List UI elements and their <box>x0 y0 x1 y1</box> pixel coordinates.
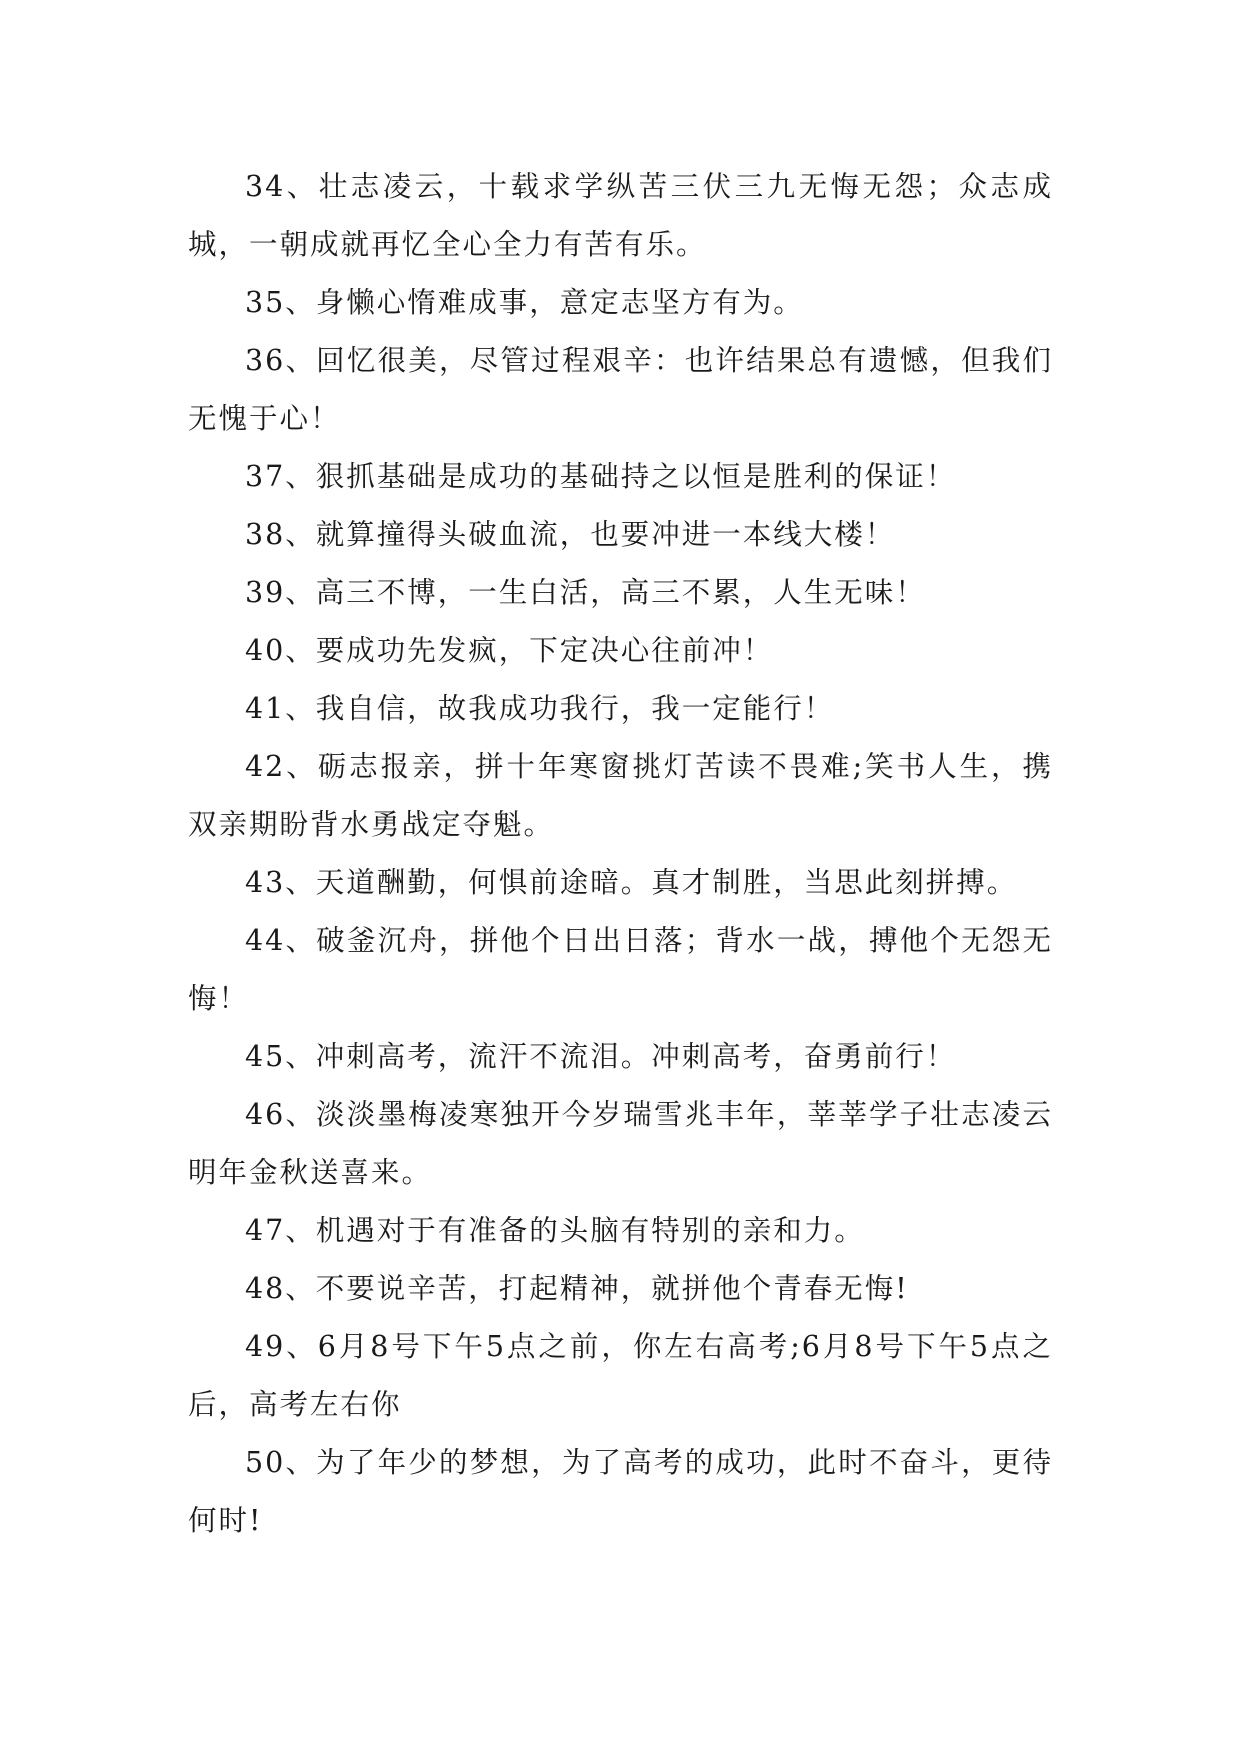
paragraph-36: 36、回忆很美，尽管过程艰辛：也许结果总有遗憾，但我们无愧于心！ <box>188 344 1053 435</box>
paragraph-44: 44、破釜沉舟，拼他个日出日落；背水一战，搏他个无怨无悔！ <box>188 924 1053 1015</box>
paragraph-43: 43、天道酬勤，何惧前途暗。真才制胜，当思此刻拼搏。 <box>245 866 1018 899</box>
paragraph-40: 40、要成功先发疯，下定决心往前冲！ <box>245 634 774 667</box>
paragraph-46: 46、淡淡墨梅凌寒独开今岁瑞雪兆丰年，莘莘学子壮志凌云明年金秋送喜来。 <box>188 1098 1053 1189</box>
paragraph-45: 45、冲刺高考，流汗不流泪。冲刺高考，奋勇前行！ <box>245 1040 957 1073</box>
paragraph-35: 35、身懒心惰难成事，意定志坚方有为。 <box>245 286 804 319</box>
paragraph-50: 50、为了年少的梦想，为了高考的成功，此时不奋斗，更待何时! <box>188 1446 1053 1537</box>
paragraph-38: 38、就算撞得头破血流，也要冲进一本线大楼！ <box>245 518 896 551</box>
paragraph-48: 48、不要说辛苦，打起精神，就拼他个青春无悔! <box>245 1272 909 1305</box>
paragraph-49: 49、6月8号下午5点之前，你左右高考;6月8号下午5点之后，高考左右你 <box>188 1330 1053 1421</box>
paragraph-42: 42、砺志报亲，拼十年寒窗挑灯苦读不畏难;笑书人生，携双亲期盼背水勇战定夺魁。 <box>188 750 1053 841</box>
paragraph-34: 34、壮志凌云，十载求学纵苦三伏三九无悔无怨；众志成城，一朝成就再忆全心全力有苦有乐。 <box>188 170 1053 261</box>
document-body <box>188 158 1053 1550</box>
paragraph-41: 41、我自信，故我成功我行，我一定能行！ <box>245 692 835 725</box>
paragraph-47: 47、机遇对于有准备的头脑有特别的亲和力。 <box>245 1214 865 1247</box>
paragraph-37: 37、狠抓基础是成功的基础持之以恒是胜利的保证！ <box>245 460 957 493</box>
paragraph-39: 39、高三不博，一生白活，高三不累，人生无味！ <box>245 576 926 609</box>
